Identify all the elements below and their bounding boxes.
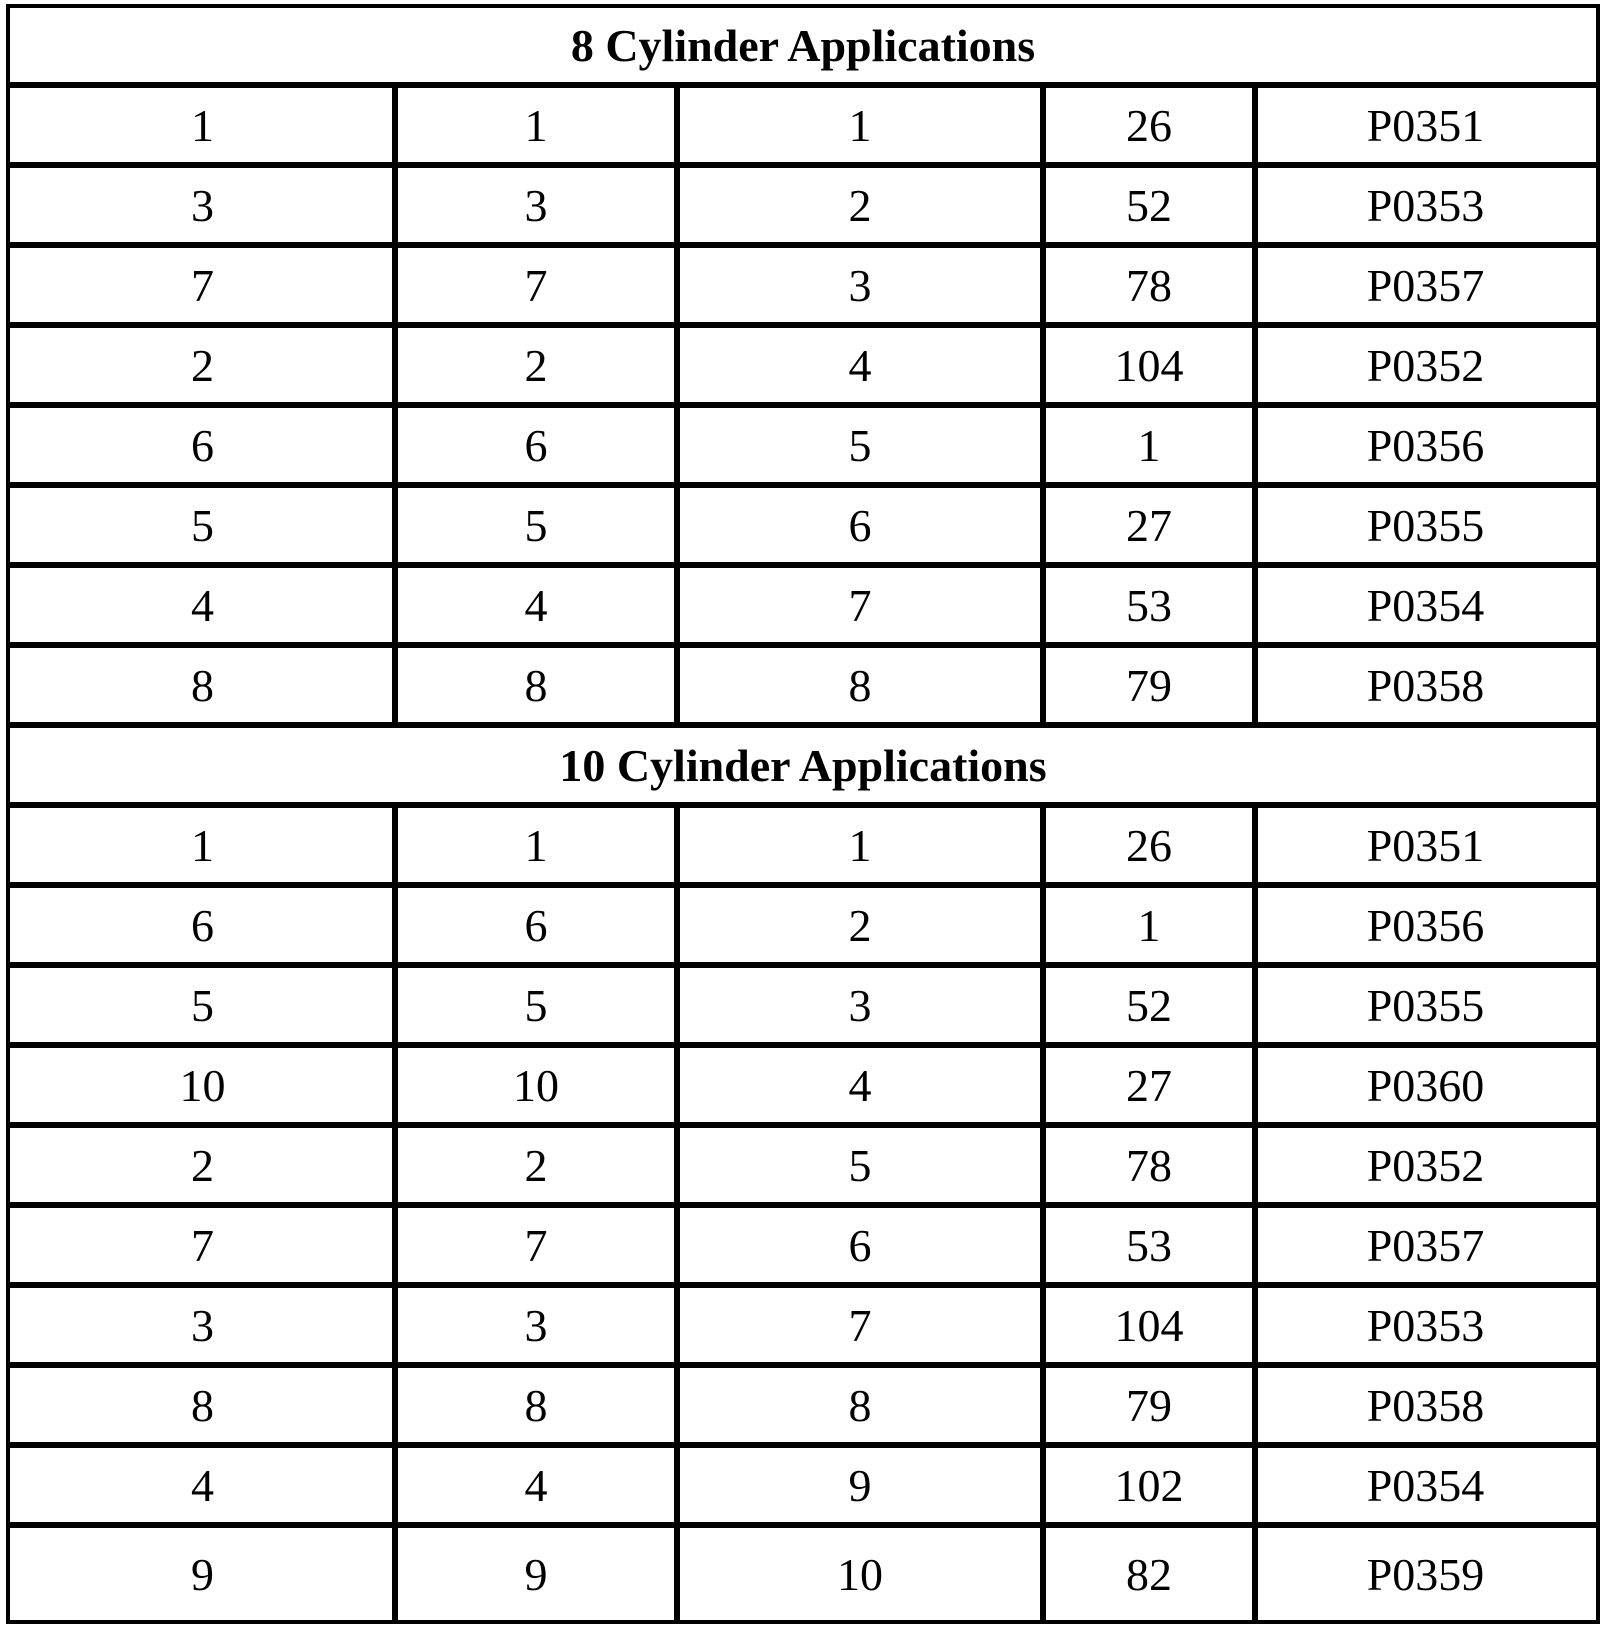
table-cell: 52 [1126,979,1172,1031]
table-cell: P0355 [1366,499,1485,551]
table-cell: P0355 [1366,979,1485,1031]
table-cell: 8 [848,1379,872,1431]
table-cell: 78 [1126,259,1172,311]
table-row [10,648,1596,728]
table-cell: 5 [848,419,872,471]
table-cell: 5 [848,1139,872,1191]
table-cell: 2 [191,339,214,391]
table-cell: 2 [191,1139,214,1191]
table-cell: 1 [191,99,214,151]
table-row [10,1208,1596,1288]
table-cell: 26 [1126,99,1172,151]
table-cell: 8 [524,1379,548,1431]
table-cell: 5 [191,979,214,1031]
table-cell: 82 [1126,1548,1172,1600]
table-cell: 3 [848,259,872,311]
table-cell: 78 [1126,1139,1172,1191]
table-cell: 104 [1114,1299,1184,1351]
table-cell: P0357 [1366,259,1485,311]
table-cell: P0356 [1366,899,1485,951]
table-row [10,1288,1596,1368]
table-row [10,408,1596,488]
table-row [10,328,1596,408]
table-cell: 2 [848,179,872,231]
table-row [10,568,1596,648]
table-cell: 5 [524,499,548,551]
table-cell: 9 [848,1459,872,1511]
table-cell: 8 [191,659,214,711]
table-cell: 1 [191,819,214,871]
table-cell: P0354 [1366,579,1485,631]
section-title: 10 Cylinder Applications [10,728,1596,808]
table-row [10,488,1596,568]
table-cell: 4 [524,579,548,631]
table-cell: 3 [524,179,548,231]
table-row [10,888,1596,968]
section-title: 8 Cylinder Applications [10,8,1596,88]
table-cell: 3 [191,1299,214,1351]
table-cell: 4 [191,1459,214,1511]
table-cell: 5 [191,499,214,551]
table-cell: 7 [848,579,872,631]
table-cell: 4 [848,1059,872,1111]
table-cell: 10 [513,1059,559,1111]
table-cell: 26 [1126,819,1172,871]
table-cell: P0357 [1366,1219,1485,1271]
table-cell: P0360 [1366,1059,1485,1111]
table-cell: 7 [848,1299,872,1351]
table-cell: 79 [1126,1379,1172,1431]
table-cell: 52 [1126,179,1172,231]
table-cell: P0354 [1366,1459,1485,1511]
table-cell: 102 [1114,1459,1184,1511]
table-cell: 27 [1126,499,1172,551]
table-cell: 8 [848,659,872,711]
table-cell: 6 [191,899,214,951]
table-row [10,808,1596,888]
table-cell: 4 [524,1459,548,1511]
table-cell: 4 [191,579,214,631]
table-cell: 3 [524,1299,548,1351]
table-cell: 1 [848,99,872,151]
table-cell: 53 [1126,1219,1172,1271]
table-row [10,1128,1596,1208]
table-cell: P0351 [1366,819,1485,871]
table-cell: 5 [524,979,548,1031]
table-cell: P0358 [1366,659,1485,711]
table-cell: 7 [191,259,214,311]
table-cell: 8 [524,659,548,711]
table-row [10,1448,1596,1528]
table-cell: 6 [524,419,548,471]
table-cell: P0352 [1366,1139,1485,1191]
table-row [10,168,1596,248]
table-cell: 7 [524,259,548,311]
table-cell: 104 [1114,339,1184,391]
table-cell: P0356 [1366,419,1485,471]
table-cell: P0351 [1366,99,1485,151]
table-cell: 6 [191,419,214,471]
table-row [10,1528,1596,1620]
table-row [10,88,1596,168]
table-cell: 53 [1126,579,1172,631]
table-cell: P0359 [1366,1548,1485,1600]
table-cell: 7 [524,1219,548,1271]
table-cell: 1 [524,99,548,151]
table-row [10,248,1596,328]
table-cell: 1 [1137,899,1161,951]
table-cell: 79 [1126,659,1172,711]
table-cell: 1 [1137,419,1161,471]
table-cell: 27 [1126,1059,1172,1111]
table-cell: 6 [524,899,548,951]
table-cell: P0353 [1366,1299,1485,1351]
table-cell: 3 [191,179,214,231]
table-cell: 1 [848,819,872,871]
table-cell: 6 [848,499,872,551]
table-row [10,968,1596,1048]
table-cell: 10 [179,1059,226,1111]
table-cell: 9 [524,1548,548,1600]
table-cell: P0352 [1366,339,1485,391]
table-row [10,1048,1596,1128]
table-cell: 2 [524,339,548,391]
table-cell: 2 [848,899,872,951]
table-cell: 4 [848,339,872,391]
table-cell: 9 [191,1548,214,1600]
table-cell: 1 [524,819,548,871]
table-cell: P0353 [1366,179,1485,231]
table-cell: 2 [524,1139,548,1191]
cylinder-applications-table [6,4,1600,1624]
table-cell: 8 [191,1379,214,1431]
table-cell: 6 [848,1219,872,1271]
table-row [10,1368,1596,1448]
table-cell: 3 [848,979,872,1031]
table-cell: 7 [191,1219,214,1271]
table-cell: 10 [837,1548,883,1600]
table-cell: P0358 [1366,1379,1485,1431]
